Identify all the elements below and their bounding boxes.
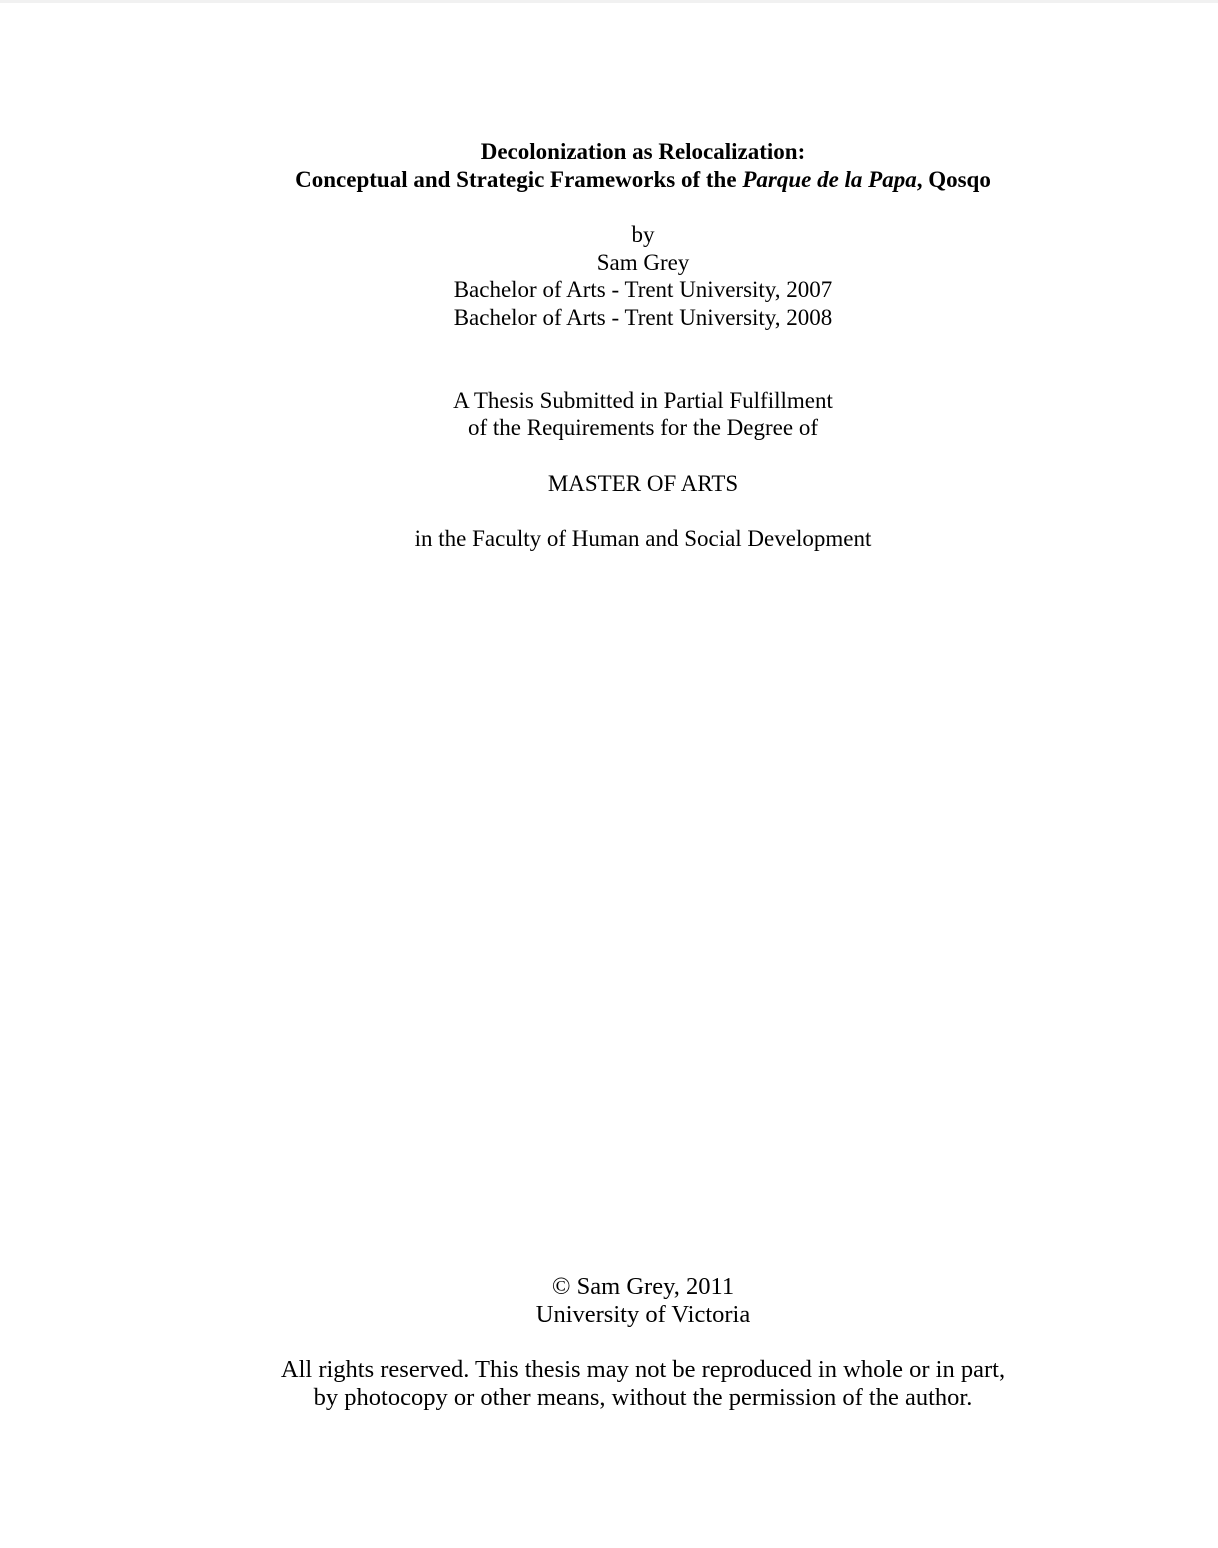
thesis-title-line-2: [0, 166, 1218, 194]
faculty-line: in the Faculty of Human and Social Development: [414, 526, 872, 551]
prior-degree-2: Bachelor of Arts - Trent University, 2008: [453, 305, 833, 330]
thesis-title-line-1: Decolonization as Relocalization:: [480, 139, 806, 164]
prior-degree-1: Bachelor of Arts - Trent University, 2007: [453, 277, 833, 302]
author-name: Sam Grey: [596, 250, 690, 275]
rights-line-1: All rights reserved. This thesis may not be reproduced in whole or in part,: [280, 1356, 1006, 1383]
submission-line-1: A Thesis Submitted in Partial Fulfillment: [453, 388, 833, 413]
page-top-edge: [0, 0, 1218, 3]
thesis-title-line-2-post: , Qosqo: [916, 167, 991, 192]
copyright-line: © Sam Grey, 2011: [551, 1273, 735, 1300]
by-line: by: [631, 222, 655, 247]
thesis-title-line-2-italic: Parque de la Papa: [742, 167, 917, 192]
rights-line-2: by photocopy or other means, without the permission of the author.: [313, 1384, 973, 1411]
degree-name: MASTER OF ARTS: [547, 471, 739, 496]
thesis-title-line-2-pre: Conceptual and Strategic Frameworks of the: [295, 167, 743, 192]
university-line: University of Victoria: [535, 1301, 751, 1328]
submission-line-2: of the Requirements for the Degree of: [468, 415, 818, 440]
